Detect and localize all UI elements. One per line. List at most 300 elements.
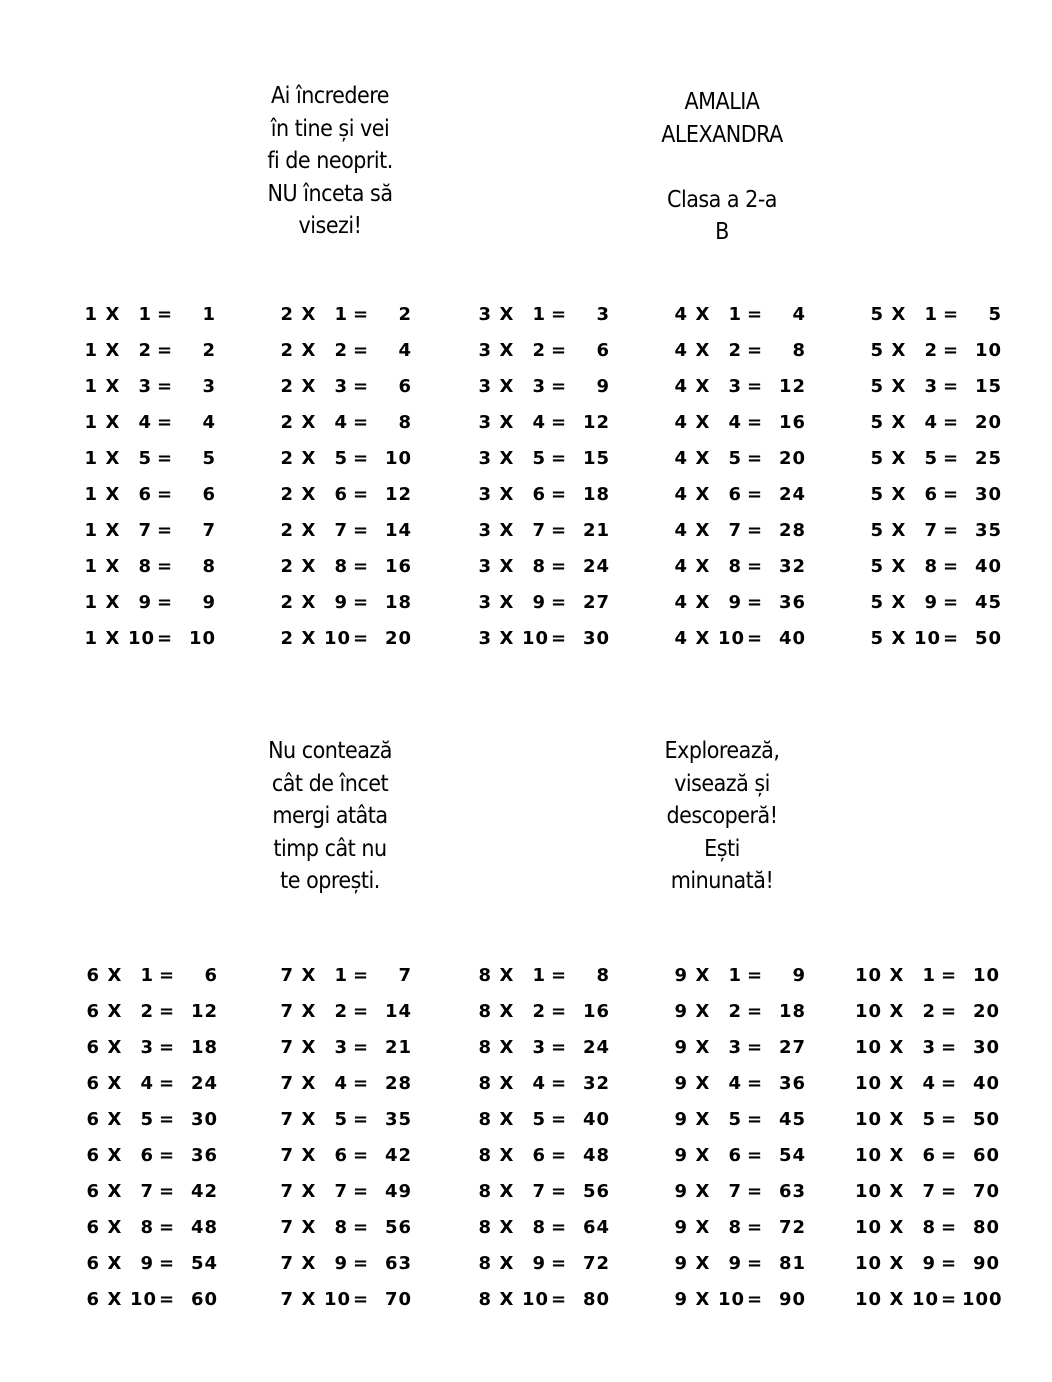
equals-sign: = bbox=[942, 555, 960, 577]
table-row bbox=[470, 296, 610, 332]
table-row bbox=[470, 620, 610, 656]
multiplicand: 3 bbox=[478, 627, 492, 649]
product: 64 bbox=[582, 1216, 610, 1238]
product: 4 bbox=[202, 411, 216, 433]
multiplicand: 5 bbox=[870, 303, 884, 325]
product: 50 bbox=[974, 627, 1002, 649]
equals-sign: = bbox=[550, 1288, 568, 1310]
product: 12 bbox=[778, 375, 806, 397]
multiplier: 5 bbox=[728, 447, 742, 469]
multiplicand: 2 bbox=[280, 627, 294, 649]
equals-sign: = bbox=[746, 1216, 764, 1238]
product: 18 bbox=[582, 483, 610, 505]
multiplier: 1 bbox=[532, 303, 546, 325]
multiplier: 9 bbox=[334, 1252, 348, 1274]
multiplier: 4 bbox=[138, 411, 152, 433]
table-row bbox=[272, 993, 412, 1029]
multiplier: 5 bbox=[138, 447, 152, 469]
multiplier: 8 bbox=[532, 1216, 546, 1238]
times-sign: X bbox=[499, 1144, 515, 1166]
table-row bbox=[666, 1101, 806, 1137]
table-row bbox=[78, 1029, 218, 1065]
times-sign: X bbox=[499, 1288, 515, 1310]
equals-sign: = bbox=[352, 591, 370, 613]
product: 28 bbox=[778, 519, 806, 541]
multiplier: 4 bbox=[924, 411, 938, 433]
multiplicand: 3 bbox=[478, 591, 492, 613]
table-row bbox=[470, 440, 610, 476]
product: 49 bbox=[384, 1180, 412, 1202]
table-row bbox=[76, 332, 216, 368]
table-row bbox=[862, 476, 1002, 512]
times-sign: X bbox=[301, 1072, 317, 1094]
times-sign: X bbox=[889, 964, 905, 986]
equals-sign: = bbox=[550, 1108, 568, 1130]
multiplier: 9 bbox=[728, 1252, 742, 1274]
equals-sign: = bbox=[940, 1252, 958, 1274]
multiplier: 6 bbox=[138, 483, 152, 505]
times-sign: X bbox=[891, 339, 907, 361]
times-sign: X bbox=[499, 1072, 515, 1094]
equals-sign: = bbox=[550, 591, 568, 613]
multiplicand: 5 bbox=[870, 447, 884, 469]
table-row bbox=[272, 1173, 412, 1209]
multiplicand: 5 bbox=[870, 591, 884, 613]
times-sign: X bbox=[889, 1000, 905, 1022]
product: 30 bbox=[974, 483, 1002, 505]
table-row bbox=[272, 1281, 412, 1317]
product: 42 bbox=[384, 1144, 412, 1166]
table-row bbox=[666, 404, 806, 440]
multiplier: 7 bbox=[334, 1180, 348, 1202]
multiplier: 5 bbox=[334, 1108, 348, 1130]
multiplicand: 7 bbox=[280, 1108, 294, 1130]
times-sign: X bbox=[695, 447, 711, 469]
times-sign: X bbox=[499, 483, 515, 505]
times-sign: X bbox=[499, 1252, 515, 1274]
table-row bbox=[272, 620, 412, 656]
multiplicand: 10 bbox=[854, 1072, 882, 1094]
multiplicand: 5 bbox=[870, 375, 884, 397]
equals-sign: = bbox=[940, 1072, 958, 1094]
product: 32 bbox=[582, 1072, 610, 1094]
times-sign: X bbox=[891, 447, 907, 469]
multiplier: 1 bbox=[924, 303, 938, 325]
multiplicand: 1 bbox=[84, 483, 98, 505]
equals-sign: = bbox=[158, 1144, 176, 1166]
table-row bbox=[78, 1137, 218, 1173]
product: 15 bbox=[582, 447, 610, 469]
equals-sign: = bbox=[550, 627, 568, 649]
multiplicand: 6 bbox=[86, 1072, 100, 1094]
multiplier: 1 bbox=[922, 964, 936, 986]
multiplier: 10 bbox=[912, 1288, 940, 1310]
equals-sign: = bbox=[352, 1144, 370, 1166]
note-line: minunată! bbox=[670, 868, 774, 894]
times-sign: X bbox=[499, 1216, 515, 1238]
multiplicand: 4 bbox=[674, 447, 688, 469]
multiplier: 2 bbox=[728, 1000, 742, 1022]
times-sign: X bbox=[891, 375, 907, 397]
note-line: Explorează, bbox=[664, 738, 780, 764]
equals-sign: = bbox=[746, 519, 764, 541]
multiplicand: 10 bbox=[854, 1000, 882, 1022]
equals-sign: = bbox=[158, 1036, 176, 1058]
times-sign: X bbox=[695, 1288, 711, 1310]
multiplicand: 6 bbox=[86, 1288, 100, 1310]
table-row bbox=[852, 1173, 1000, 1209]
times-sign: X bbox=[107, 1108, 123, 1130]
note-line: în tine și vei bbox=[270, 115, 390, 142]
equals-sign: = bbox=[550, 964, 568, 986]
equals-sign: = bbox=[746, 1108, 764, 1130]
product: 90 bbox=[778, 1288, 806, 1310]
table-row bbox=[272, 368, 412, 404]
product: 20 bbox=[384, 627, 412, 649]
times-sign: X bbox=[695, 1252, 711, 1274]
multiplier: 10 bbox=[130, 1288, 158, 1310]
equals-sign: = bbox=[352, 375, 370, 397]
equals-sign: = bbox=[156, 339, 174, 361]
equals-sign: = bbox=[156, 303, 174, 325]
times-sign: X bbox=[105, 591, 121, 613]
product: 28 bbox=[384, 1072, 412, 1094]
multiplier: 2 bbox=[138, 339, 152, 361]
product: 1 bbox=[202, 303, 216, 325]
multiplier: 3 bbox=[334, 375, 348, 397]
table-row bbox=[666, 476, 806, 512]
times-sign: X bbox=[695, 1144, 711, 1166]
multiplicand: 1 bbox=[84, 591, 98, 613]
multiplier: 2 bbox=[532, 1000, 546, 1022]
student-section: B bbox=[715, 219, 729, 245]
table-row bbox=[666, 1209, 806, 1245]
equals-sign: = bbox=[746, 1036, 764, 1058]
multiplicand: 2 bbox=[280, 591, 294, 613]
table-row bbox=[862, 368, 1002, 404]
multiplicand: 9 bbox=[674, 1288, 688, 1310]
equals-sign: = bbox=[550, 483, 568, 505]
multiplier: 10 bbox=[718, 627, 746, 649]
multiplier: 8 bbox=[728, 1216, 742, 1238]
multiplier: 7 bbox=[334, 519, 348, 541]
table-row bbox=[78, 1281, 218, 1317]
equals-sign: = bbox=[942, 591, 960, 613]
multiplier: 7 bbox=[728, 519, 742, 541]
times-sign: X bbox=[889, 1036, 905, 1058]
times-sign: X bbox=[499, 964, 515, 986]
equals-sign: = bbox=[550, 555, 568, 577]
multiplicand: 10 bbox=[854, 1108, 882, 1130]
table-row bbox=[666, 957, 806, 993]
table-row bbox=[666, 620, 806, 656]
table-row bbox=[852, 1209, 1000, 1245]
equals-sign: = bbox=[156, 627, 174, 649]
multiplicand: 3 bbox=[478, 339, 492, 361]
multiplicand: 1 bbox=[84, 555, 98, 577]
table-row bbox=[470, 1173, 610, 1209]
times-sign: X bbox=[105, 627, 121, 649]
table-row bbox=[862, 440, 1002, 476]
times-sign: X bbox=[695, 1108, 711, 1130]
equals-sign: = bbox=[746, 1072, 764, 1094]
equals-sign: = bbox=[158, 1216, 176, 1238]
times-sign: X bbox=[499, 627, 515, 649]
equals-sign: = bbox=[352, 1108, 370, 1130]
multiplicand: 6 bbox=[86, 1000, 100, 1022]
multiplier: 1 bbox=[728, 964, 742, 986]
equals-sign: = bbox=[940, 1180, 958, 1202]
times-sign: X bbox=[301, 1108, 317, 1130]
multiplicand: 8 bbox=[478, 1252, 492, 1274]
product: 3 bbox=[202, 375, 216, 397]
times-sign: X bbox=[107, 1216, 123, 1238]
equals-sign: = bbox=[156, 483, 174, 505]
equals-sign: = bbox=[158, 1108, 176, 1130]
table-row bbox=[76, 620, 216, 656]
product: 8 bbox=[792, 339, 806, 361]
table-row bbox=[470, 1101, 610, 1137]
table-row bbox=[78, 957, 218, 993]
times-sign: X bbox=[107, 1144, 123, 1166]
student-last-name: ALEXANDRA bbox=[661, 121, 783, 148]
multiplier: 7 bbox=[138, 519, 152, 541]
times-sign: X bbox=[499, 1036, 515, 1058]
multiplicand: 8 bbox=[478, 1000, 492, 1022]
table-row bbox=[852, 1137, 1000, 1173]
multiplicand: 1 bbox=[84, 375, 98, 397]
table-4 bbox=[666, 296, 806, 656]
equals-sign: = bbox=[550, 303, 568, 325]
table-row bbox=[470, 993, 610, 1029]
equals-sign: = bbox=[156, 411, 174, 433]
equals-sign: = bbox=[352, 1216, 370, 1238]
table-row bbox=[862, 584, 1002, 620]
product: 7 bbox=[398, 964, 412, 986]
multiplier: 1 bbox=[140, 964, 154, 986]
product: 7 bbox=[202, 519, 216, 541]
multiplier: 4 bbox=[140, 1072, 154, 1094]
multiplier: 7 bbox=[532, 1180, 546, 1202]
product: 8 bbox=[202, 555, 216, 577]
note-line: Ești bbox=[704, 835, 740, 862]
times-sign: X bbox=[891, 519, 907, 541]
table-row bbox=[272, 957, 412, 993]
product: 36 bbox=[778, 591, 806, 613]
multiplier: 2 bbox=[924, 339, 938, 361]
equals-sign: = bbox=[352, 303, 370, 325]
equals-sign: = bbox=[352, 1036, 370, 1058]
multiplier: 4 bbox=[334, 411, 348, 433]
product: 40 bbox=[972, 1072, 1000, 1094]
multiplicand: 4 bbox=[674, 483, 688, 505]
table-row bbox=[78, 1065, 218, 1101]
times-sign: X bbox=[499, 519, 515, 541]
multiplier: 10 bbox=[718, 1288, 746, 1310]
product: 56 bbox=[384, 1216, 412, 1238]
table-row bbox=[76, 440, 216, 476]
multiplier: 9 bbox=[532, 591, 546, 613]
product: 14 bbox=[384, 1000, 412, 1022]
multiplier: 9 bbox=[532, 1252, 546, 1274]
equals-sign: = bbox=[158, 1252, 176, 1274]
times-sign: X bbox=[695, 411, 711, 433]
multiplicand: 6 bbox=[86, 964, 100, 986]
equals-sign: = bbox=[942, 447, 960, 469]
multiplier: 10 bbox=[522, 1288, 550, 1310]
table-row bbox=[272, 512, 412, 548]
times-sign: X bbox=[695, 519, 711, 541]
multiplicand: 7 bbox=[280, 964, 294, 986]
table-row bbox=[666, 584, 806, 620]
times-sign: X bbox=[695, 483, 711, 505]
equals-sign: = bbox=[352, 519, 370, 541]
times-sign: X bbox=[695, 1180, 711, 1202]
multiplicand: 10 bbox=[854, 1216, 882, 1238]
product: 2 bbox=[202, 339, 216, 361]
product: 6 bbox=[596, 339, 610, 361]
student-info bbox=[622, 86, 822, 249]
table-row bbox=[862, 332, 1002, 368]
multiplier: 3 bbox=[922, 1036, 936, 1058]
product: 48 bbox=[190, 1216, 218, 1238]
multiplier: 7 bbox=[924, 519, 938, 541]
product: 21 bbox=[582, 519, 610, 541]
product: 30 bbox=[582, 627, 610, 649]
equals-sign: = bbox=[550, 1180, 568, 1202]
multiplicand: 9 bbox=[674, 1252, 688, 1274]
times-sign: X bbox=[105, 483, 121, 505]
multiplier: 2 bbox=[922, 1000, 936, 1022]
equals-sign: = bbox=[352, 627, 370, 649]
multiplicand: 6 bbox=[86, 1144, 100, 1166]
product: 63 bbox=[384, 1252, 412, 1274]
multiplier: 6 bbox=[140, 1144, 154, 1166]
table-row bbox=[852, 957, 1000, 993]
table-row bbox=[470, 957, 610, 993]
table-row bbox=[76, 296, 216, 332]
product: 63 bbox=[778, 1180, 806, 1202]
table-row bbox=[470, 332, 610, 368]
table-3 bbox=[470, 296, 610, 656]
equals-sign: = bbox=[942, 375, 960, 397]
product: 45 bbox=[974, 591, 1002, 613]
times-sign: X bbox=[891, 555, 907, 577]
equals-sign: = bbox=[940, 1108, 958, 1130]
product: 48 bbox=[582, 1144, 610, 1166]
multiplier: 2 bbox=[728, 339, 742, 361]
product: 9 bbox=[596, 375, 610, 397]
table-row bbox=[666, 993, 806, 1029]
note-line: timp cât nu bbox=[273, 835, 387, 862]
multiplier: 3 bbox=[924, 375, 938, 397]
multiplier: 9 bbox=[140, 1252, 154, 1274]
times-sign: X bbox=[301, 555, 317, 577]
times-sign: X bbox=[105, 411, 121, 433]
equals-sign: = bbox=[550, 375, 568, 397]
table-row bbox=[78, 1209, 218, 1245]
table-row bbox=[862, 296, 1002, 332]
table-row bbox=[852, 993, 1000, 1029]
multiplicand: 9 bbox=[674, 1180, 688, 1202]
product: 80 bbox=[582, 1288, 610, 1310]
multiplier: 6 bbox=[532, 1144, 546, 1166]
product: 24 bbox=[582, 555, 610, 577]
multiplier: 6 bbox=[922, 1144, 936, 1166]
table-row bbox=[272, 440, 412, 476]
times-sign: X bbox=[889, 1288, 905, 1310]
multiplicand: 2 bbox=[280, 339, 294, 361]
times-sign: X bbox=[105, 375, 121, 397]
motivational-note-2 bbox=[230, 735, 430, 898]
times-sign: X bbox=[499, 447, 515, 469]
multiplier: 3 bbox=[728, 375, 742, 397]
product: 60 bbox=[190, 1288, 218, 1310]
motivational-note-3 bbox=[622, 735, 822, 898]
multiplicand: 3 bbox=[478, 303, 492, 325]
equals-sign: = bbox=[746, 627, 764, 649]
multiplicand: 1 bbox=[84, 303, 98, 325]
product: 21 bbox=[384, 1036, 412, 1058]
equals-sign: = bbox=[156, 519, 174, 541]
note-line: descoperă! bbox=[666, 803, 778, 829]
blank-line bbox=[622, 151, 822, 184]
product: 20 bbox=[778, 447, 806, 469]
product: 70 bbox=[972, 1180, 1000, 1202]
equals-sign: = bbox=[156, 375, 174, 397]
multiplier: 4 bbox=[728, 1072, 742, 1094]
multiplier: 4 bbox=[532, 1072, 546, 1094]
product: 20 bbox=[972, 1000, 1000, 1022]
times-sign: X bbox=[695, 375, 711, 397]
multiplier: 1 bbox=[138, 303, 152, 325]
equals-sign: = bbox=[746, 1252, 764, 1274]
note-line: te oprești. bbox=[280, 868, 380, 894]
multiplier: 10 bbox=[522, 627, 550, 649]
product: 80 bbox=[972, 1216, 1000, 1238]
multiplicand: 6 bbox=[86, 1180, 100, 1202]
times-sign: X bbox=[695, 1000, 711, 1022]
multiplicand: 9 bbox=[674, 964, 688, 986]
table-7 bbox=[272, 957, 412, 1317]
times-sign: X bbox=[891, 303, 907, 325]
times-sign: X bbox=[301, 447, 317, 469]
equals-sign: = bbox=[352, 411, 370, 433]
multiplicand: 8 bbox=[478, 1288, 492, 1310]
table-row bbox=[272, 548, 412, 584]
multiplicand: 10 bbox=[854, 1252, 882, 1274]
multiplicand: 9 bbox=[674, 1072, 688, 1094]
times-sign: X bbox=[105, 519, 121, 541]
multiplier: 8 bbox=[140, 1216, 154, 1238]
times-sign: X bbox=[695, 555, 711, 577]
equals-sign: = bbox=[746, 375, 764, 397]
table-row bbox=[272, 1101, 412, 1137]
table-row bbox=[470, 1137, 610, 1173]
multiplier: 5 bbox=[924, 447, 938, 469]
multiplicand: 3 bbox=[478, 555, 492, 577]
table-row bbox=[78, 1101, 218, 1137]
table-row bbox=[76, 584, 216, 620]
table-row bbox=[852, 1101, 1000, 1137]
product: 15 bbox=[974, 375, 1002, 397]
multiplier: 10 bbox=[914, 627, 942, 649]
product: 42 bbox=[190, 1180, 218, 1202]
times-sign: X bbox=[301, 1180, 317, 1202]
table-row bbox=[272, 584, 412, 620]
times-sign: X bbox=[695, 1036, 711, 1058]
multiplicand: 3 bbox=[478, 519, 492, 541]
